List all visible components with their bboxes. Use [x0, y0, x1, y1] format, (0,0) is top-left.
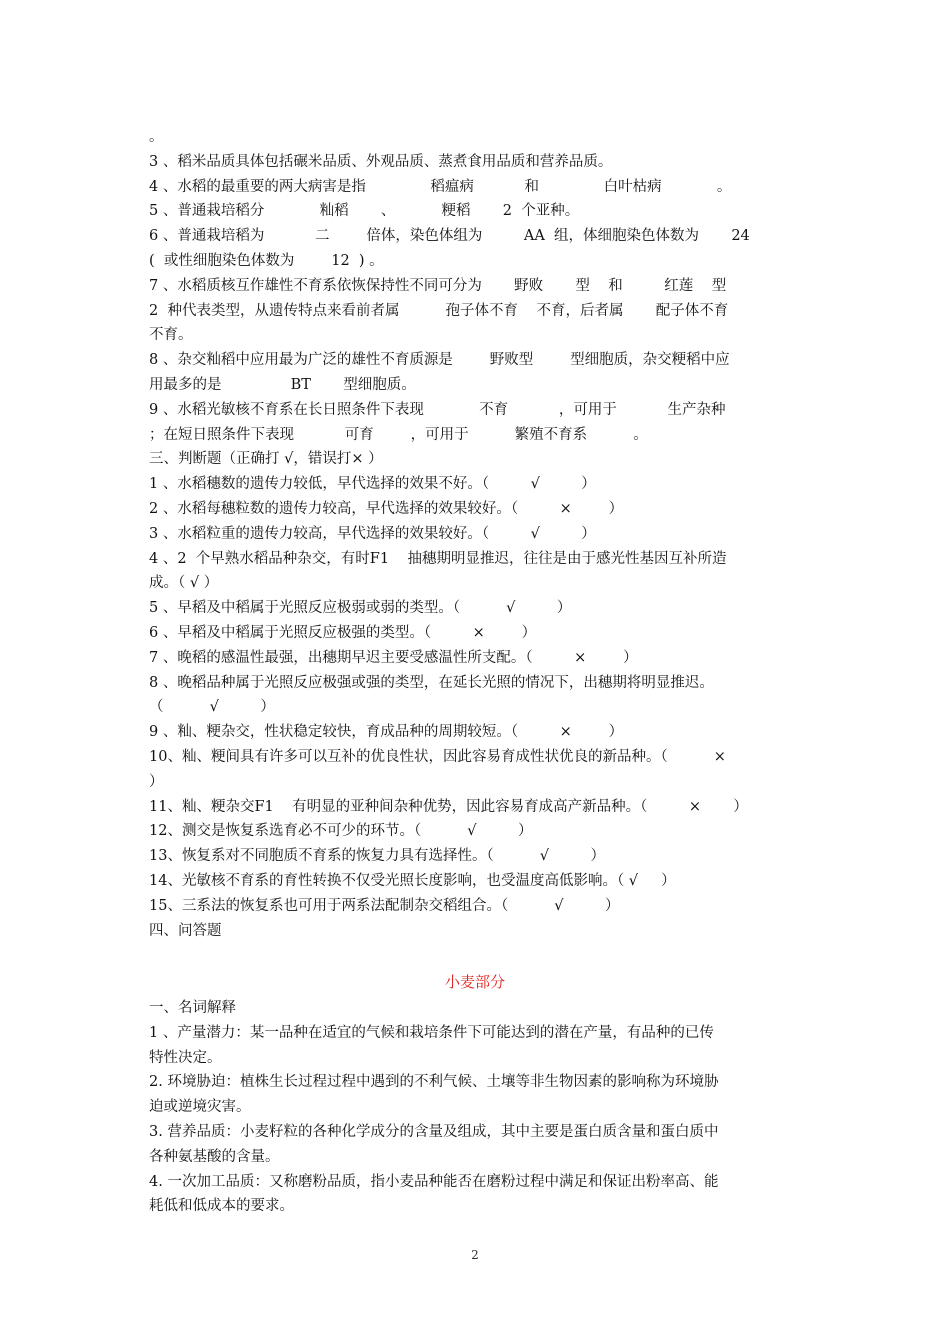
- section-heading: 小麦部分: [444, 973, 505, 991]
- text-line: 迫或逆境灾害。: [149, 1099, 251, 1116]
- page-number: 2: [471, 1248, 479, 1262]
- text-line: 四、问答题: [149, 922, 222, 939]
- text-line: 15、三系法的恢复系也可用于两系法配制杂交稻组合。（ √ ）: [149, 897, 620, 914]
- text-line: 3 、稻米品质具体包括碾米品质、外观品质、蒸煮食用品质和营养品质。: [149, 153, 613, 170]
- text-line: 12、测交是恢复系选育必不可少的环节。（ √ ）: [149, 823, 533, 840]
- text-line: 2 、水稻每穗粒数的遗传力较高，早代选择的效果较好。（ × ）: [149, 501, 624, 517]
- text-line: 8 、杂交籼稻中应用最为广泛的雄性不育质源是 野败型 型细胞质，杂交粳稻中应: [149, 352, 730, 369]
- text-line: 14、光敏核不育系的育性转换不仅受光照长度影响，也受温度高低影响。（ √ ）: [149, 873, 676, 889]
- text-line: 4. 一次加工品质：又称磨粉品质，指小麦品种能否在磨粉过程中满足和保证出粉率高、能: [149, 1173, 719, 1190]
- text-line: 4 、2 个早熟水稻品种杂交，有时F1 抽穗期明显推迟，往往是由于感光性基因互补所造: [149, 550, 727, 567]
- text-line: ；在短日照条件下表现 可育 ，可用于 繁殖不育系 。: [149, 426, 648, 443]
- text-line: 8 、晚稻品种属于光照反应极强或强的类型，在延长光照的情况下，出穗期将明显推迟。: [149, 674, 714, 691]
- text-line: 三、判断题（正确打 √，错误打× ）: [149, 451, 383, 468]
- text-line: 7 、晚稻的感温性最强，出穗期早迟主要受感温性所支配。（ × ）: [149, 649, 638, 666]
- text-line: 6 、普通栽培稻为 二 倍体，染色体组为 AA 组，体细胞染色体数为 24: [149, 228, 750, 245]
- text-line: 成。（ √ ）: [149, 575, 219, 592]
- text-line: （ √ ）: [149, 699, 275, 716]
- text-line: 5 、早稻及中稻属于光照反应极弱或弱的类型。（ √ ）: [149, 600, 572, 617]
- text-line: 7 、水稻质核互作雄性不育系依恢保持性不同可分为 野败 型 和 红莲 型: [149, 277, 727, 294]
- text-line: 不育。: [149, 327, 193, 344]
- text-line: 6 、早稻及中稻属于光照反应极强的类型。（ × ）: [149, 625, 537, 641]
- text-line: ( 或性细胞染色体数为 12 ) 。: [149, 253, 384, 269]
- text-line: 4 、水稻的最重要的两大病害是指 稻瘟病 和 白叶枯病 。: [149, 178, 732, 195]
- text-line: 。: [149, 129, 164, 145]
- text-line: ）: [149, 773, 164, 790]
- text-line: 2. 环境胁迫：植株生长过程过程中遇到的不利气候、土壤等非生物因素的影响称为环境胁: [149, 1074, 719, 1091]
- text-line: 一、名词解释: [149, 1000, 236, 1016]
- text-line: 各种氨基酸的含量。: [149, 1148, 280, 1165]
- text-line: 13、恢复系对不同胞质不育系的恢复力具有选择性。（ √ ）: [149, 848, 606, 865]
- text-line: 11、籼、粳杂交F1 有明显的亚种间杂种优势，因此容易育成高产新品种。（ × ）: [149, 798, 748, 815]
- text-line: 1 、水稻穗数的遗传力较低，早代选择的效果不好。（ √ ）: [149, 476, 596, 493]
- text-line: 5 、普通栽培稻分 籼稻 、 粳稻 2 个亚种。: [149, 203, 580, 220]
- text-line: 特性决定。: [149, 1049, 222, 1066]
- text-line: 2 种代表类型，从遗传特点来看前者属 孢子体不育 不育，后者属 配子体不育: [149, 302, 729, 319]
- text-line: 耗低和低成本的要求。: [149, 1198, 294, 1215]
- text-line: 9 、水稻光敏核不育系在长日照条件下表现 不育 ，可用于 生产杂种: [149, 401, 726, 418]
- text-line: 用最多的是 BT 型细胞质。: [149, 377, 416, 393]
- text-line: 3 、水稻粒重的遗传力较高，早代选择的效果较好。（ √ ）: [149, 525, 596, 542]
- text-line: 3. 营养品质：小麦籽粒的各种化学成分的含量及组成，其中主要是蛋白质含量和蛋白质中: [149, 1124, 719, 1140]
- text-line: 9 、籼、粳杂交，性状稳定较快，育成品种的周期较短。（ × ）: [149, 724, 624, 741]
- text-line: 1 、产量潜力：某一品种在适宜的气候和栽培条件下可能达到的潜在产量，有品种的已传: [149, 1024, 714, 1041]
- text-line: 10、籼、粳间具有许多可以互补的优良性状，因此容易育成性状优良的新品种。（ ×: [149, 749, 726, 765]
